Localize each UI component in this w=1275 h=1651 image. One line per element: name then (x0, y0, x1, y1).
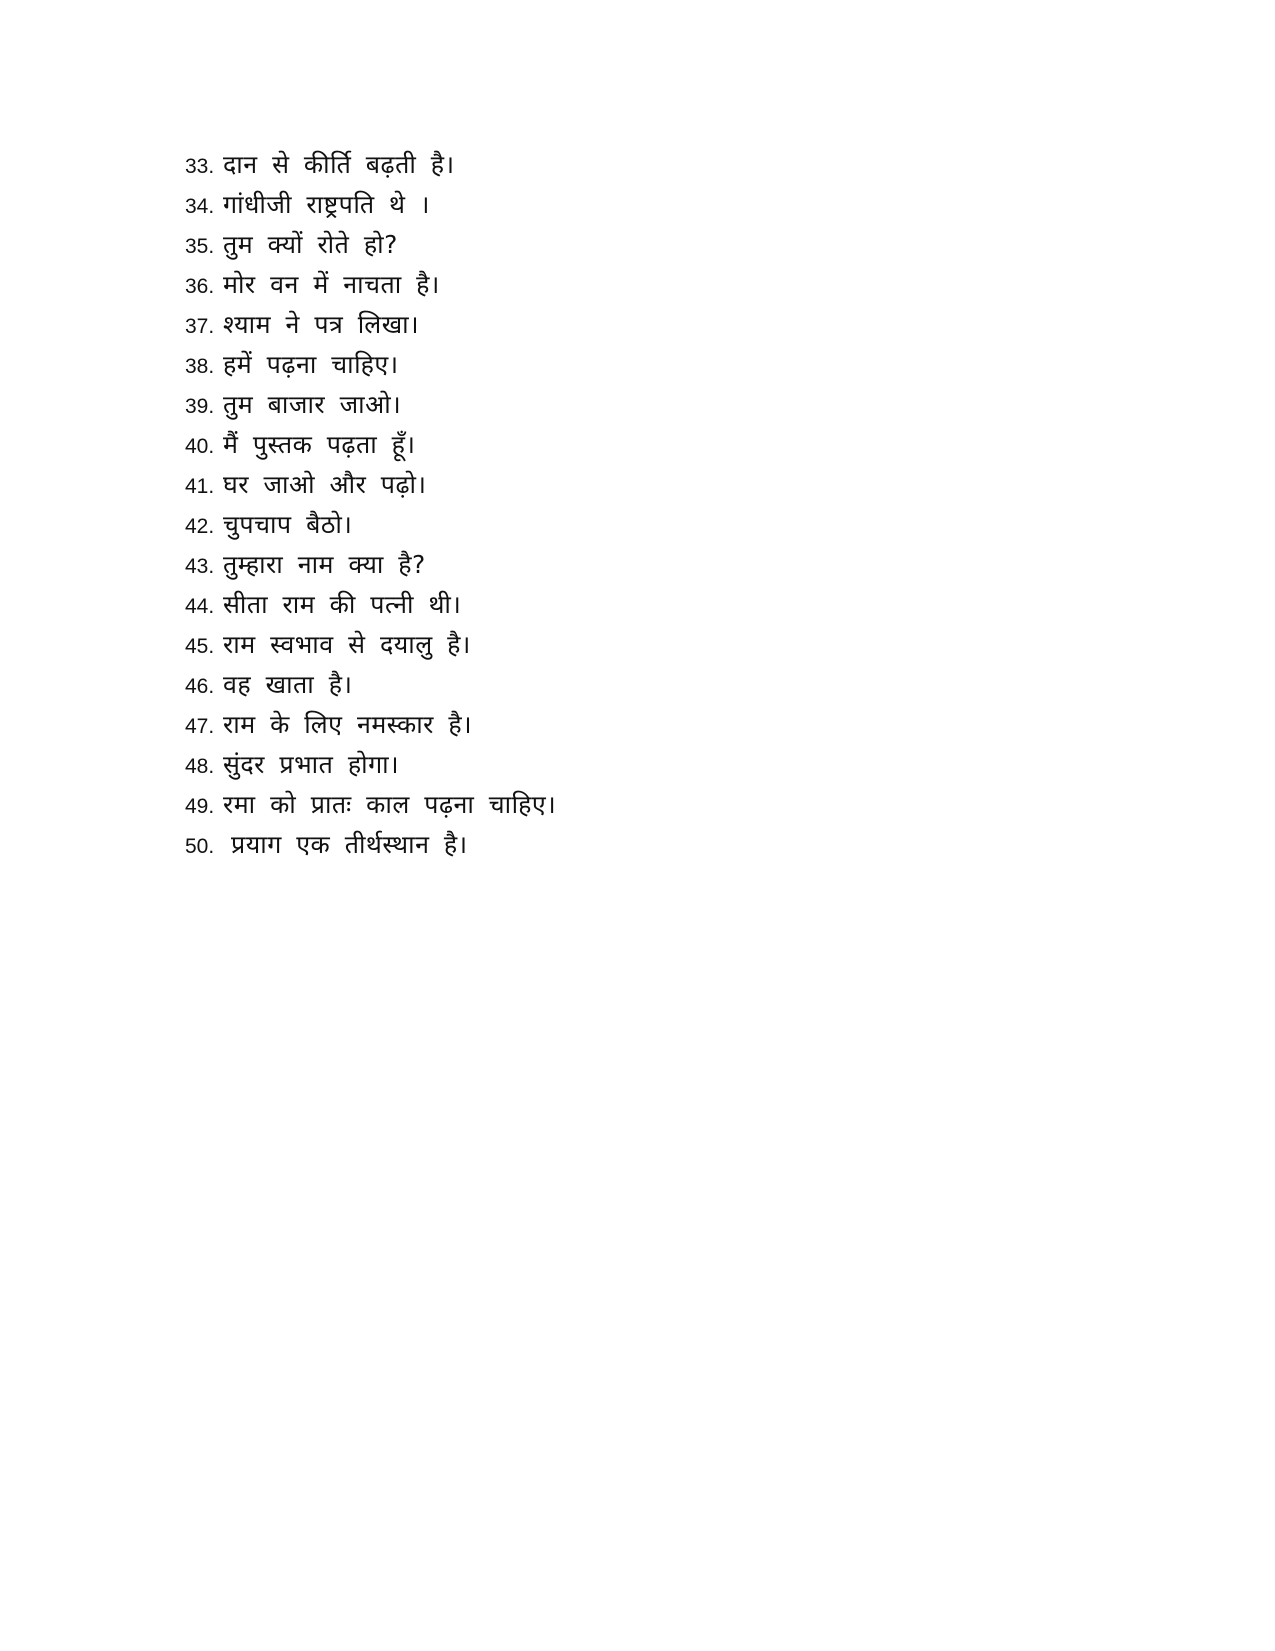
list-item (185, 185, 556, 225)
item-text: तुम्हारा नाम क्या है? (223, 550, 426, 579)
item-number: 39. (185, 395, 215, 418)
item-text: हमें पढ़ना चाहिए। (223, 350, 399, 379)
item-number: 45. (185, 635, 215, 658)
item-number: 41. (185, 475, 215, 498)
list-item (185, 745, 556, 785)
item-number: 48. (185, 755, 215, 778)
item-number: 38. (185, 355, 215, 378)
list-item (185, 425, 556, 465)
item-number: 33. (185, 155, 215, 178)
item-number: 40. (185, 435, 215, 458)
item-text: घर जाओ और पढ़ो। (223, 470, 427, 499)
item-text: प्रयाग एक तीर्थस्थान है। (231, 830, 468, 859)
item-text: वह खाता है। (223, 670, 353, 699)
item-number: 50. (185, 835, 215, 858)
list-item (185, 585, 556, 625)
list-item (185, 785, 556, 825)
list-item (185, 465, 556, 505)
list-item (185, 385, 556, 425)
item-number: 34. (185, 195, 215, 218)
item-text: सुंदर प्रभात होगा। (223, 750, 400, 779)
list-item (185, 665, 556, 705)
list-item (185, 625, 556, 665)
item-text: मैं पुस्तक पढ़ता हूँ। (223, 430, 416, 459)
list-item (185, 305, 556, 345)
list-item (185, 265, 556, 305)
list-item (185, 145, 556, 185)
item-number: 44. (185, 595, 215, 618)
sentence-list (185, 145, 556, 865)
item-text: रमा को प्रातः काल पढ़ना चाहिए। (223, 790, 557, 819)
list-item (185, 345, 556, 385)
item-text: राम स्वभाव से दयालु है। (223, 630, 471, 659)
item-number: 37. (185, 315, 215, 338)
item-number: 46. (185, 675, 215, 698)
item-number: 49. (185, 795, 215, 818)
item-number: 35. (185, 235, 215, 258)
item-text: राम के लिए नमस्कार है। (223, 710, 473, 739)
item-text: तुम क्यों रोते हो? (223, 230, 398, 259)
list-item (185, 545, 556, 585)
list-item (185, 825, 556, 865)
item-number: 42. (185, 515, 215, 538)
list-item (185, 505, 556, 545)
item-number: 36. (185, 275, 215, 298)
item-number: 43. (185, 555, 215, 578)
item-text: चुपचाप बैठो। (223, 510, 353, 539)
item-text: तुम बाजार जाओ। (223, 390, 402, 419)
item-number: 47. (185, 715, 215, 738)
item-text: गांधीजी राष्ट्रपति थे । (223, 190, 430, 219)
item-text: मोर वन में नाचता है। (223, 270, 440, 299)
item-text: दान से कीर्ति बढ़ती है। (223, 150, 455, 179)
list-item (185, 705, 556, 745)
list-item (185, 225, 556, 265)
item-text: श्याम ने पत्र लिखा। (223, 310, 420, 339)
item-text: सीता राम की पत्नी थी। (223, 590, 462, 619)
